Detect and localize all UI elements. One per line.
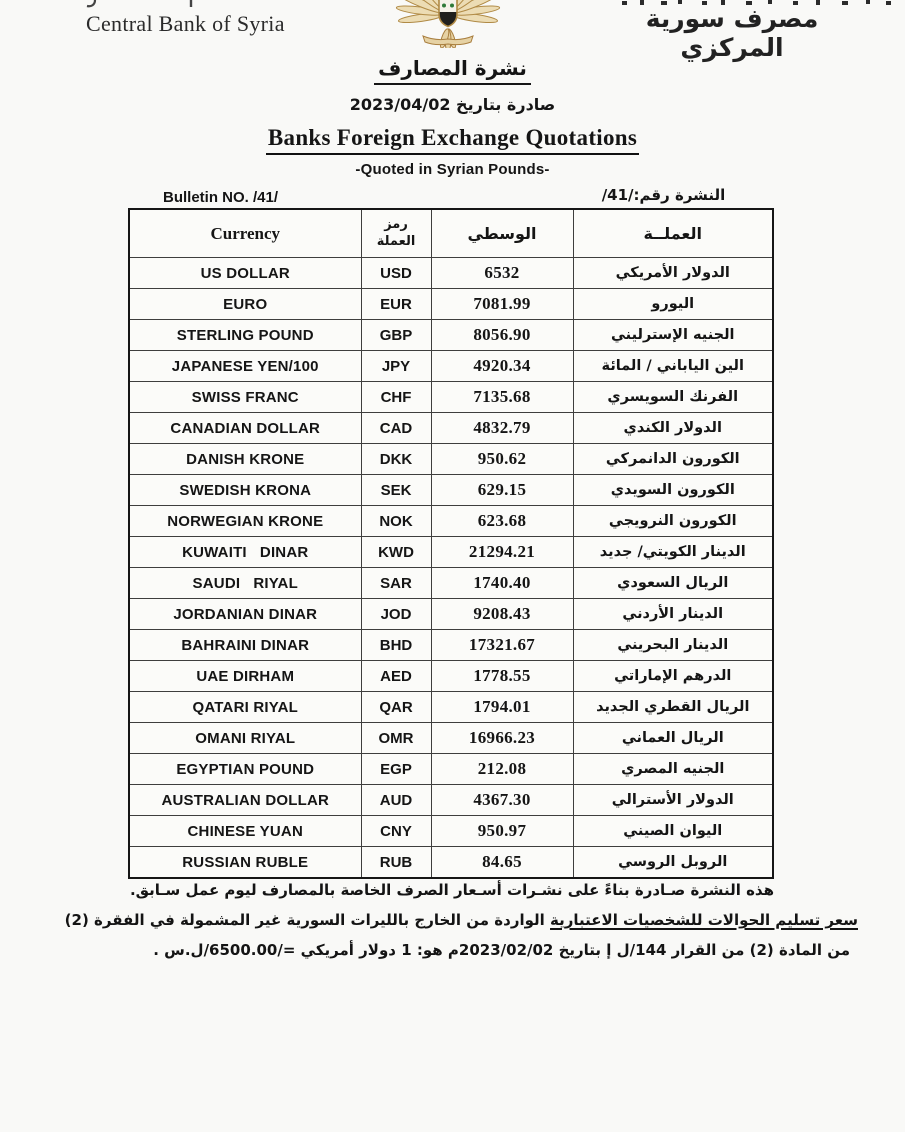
cell-currency-code: CAD [361,413,431,444]
cell-rate: 17321.67 [431,630,573,661]
cell-currency-en: CHINESE YUAN [129,816,361,847]
cell-currency-code: OMR [361,723,431,754]
cell-currency-en: STERLING POUND [129,320,361,351]
table-row [129,754,773,785]
cell-currency-ar: الروبل الروسي [573,847,773,879]
cell-currency-code: EUR [361,289,431,320]
org-name-english: Central Bank of Syria [86,11,285,36]
table-row [129,258,773,289]
cell-currency-code: AED [361,661,431,692]
table-row [129,320,773,351]
table-row [129,444,773,475]
cell-rate: 1740.40 [431,568,573,599]
table-row [129,413,773,444]
cell-currency-en: SWISS FRANC [129,382,361,413]
cell-currency-code: JOD [361,599,431,630]
cell-currency-ar: الجنيه الإسترليني [573,320,773,351]
cell-currency-ar: الدولار الكندي [573,413,773,444]
org-name-arabic-calligraphy: مصرف سورية المركزي [645,4,819,62]
main-title-line [0,125,905,155]
cell-rate: 950.62 [431,444,573,475]
cell-currency-ar: الدولار الأمريكي [573,258,773,289]
cell-currency-ar: الجنيه المصري [573,754,773,785]
cell-currency-code: QAR [361,692,431,723]
note-line-2-underlined: سعر تسليم الحوالات للشخصيات الاعتبارية [550,911,858,929]
cell-currency-en: CANADIAN DOLLAR [129,413,361,444]
rates-table-body [129,258,773,879]
table-header-row [129,209,773,258]
cell-currency-en: QATARI RIYAL [129,692,361,723]
note-line-2-rest: الواردة من الخارج بالليرات السورية غير المشمولة في الفقرة (2) [64,911,551,929]
header-rate: الوسطي [431,209,573,258]
cell-rate: 84.65 [431,847,573,879]
cell-currency-code: JPY [361,351,431,382]
cell-currency-ar: الكورون السويدي [573,475,773,506]
subtitle: -Quoted in Syrian Pounds- [355,161,550,178]
note-line-3: من المادة (2) من القرار 144/ل إ بتاريخ 2023/02/02م هو: 1 دولار أمريكي =/6500.00/ل.س . [153,941,850,959]
cell-currency-en: JAPANESE YEN/100 [129,351,361,382]
cell-currency-code: BHD [361,630,431,661]
exchange-rates-table [128,208,774,879]
table-row [129,506,773,537]
table-row [129,723,773,754]
cell-currency-en: JORDANIAN DINAR [129,599,361,630]
table-row [129,692,773,723]
bulletin-title-arabic-line [0,56,905,85]
table-row [129,568,773,599]
cell-rate: 4367.30 [431,785,573,816]
cell-rate: 8056.90 [431,320,573,351]
cell-currency-code: SAR [361,568,431,599]
cell-currency-en: EURO [129,289,361,320]
table-row [129,475,773,506]
cell-currency-ar: الريال القطري الجديد [573,692,773,723]
cell-currency-en: NORWEGIAN KRONE [129,506,361,537]
cell-currency-code: CNY [361,816,431,847]
table-row [129,382,773,413]
cell-currency-ar: الكورون النرويجي [573,506,773,537]
note-line-1: هذه النشرة صـادرة بناءً على نشـرات أسـعار الصرف الخاصة بالمصارف ليوم عمل سـابق. [129,881,774,899]
cell-currency-ar: اليوان الصيني [573,816,773,847]
cell-rate: 212.08 [431,754,573,785]
cell-rate: 16966.23 [431,723,573,754]
cell-currency-en: RUSSIAN RUBLE [129,847,361,879]
table-row [129,537,773,568]
cell-currency-code: KWD [361,537,431,568]
footer-notes [58,875,860,965]
cell-currency-code: DKK [361,444,431,475]
note-line-2 [58,905,860,935]
cell-currency-ar: الين الياباني / المائة [573,351,773,382]
cell-rate: 9208.43 [431,599,573,630]
cell-rate: 629.15 [431,475,573,506]
cell-rate: 7081.99 [431,289,573,320]
cell-currency-code: USD [361,258,431,289]
cell-currency-en: US DOLLAR [129,258,361,289]
cell-currency-ar: الكورون الدانمركي [573,444,773,475]
cell-currency-ar: الفرنك السويسري [573,382,773,413]
cell-currency-code: GBP [361,320,431,351]
cell-currency-code: RUB [361,847,431,879]
cell-rate: 1794.01 [431,692,573,723]
table-row [129,816,773,847]
cell-rate: 4920.34 [431,351,573,382]
cell-currency-code: SEK [361,475,431,506]
header-code-line1: رمز [384,217,408,233]
syria-coat-of-arms-emblem [393,0,503,48]
table-row [129,351,773,382]
cell-currency-code: CHF [361,382,431,413]
cell-currency-code: EGP [361,754,431,785]
bulletin-number-english: Bulletin NO. /41/ [163,189,279,206]
cell-currency-ar: الدينار الأردني [573,599,773,630]
cropped-letterhead-left [85,0,215,8]
cell-currency-ar: الريال السعودي [573,568,773,599]
table-row [129,599,773,630]
cell-currency-en: KUWAITI DINAR [129,537,361,568]
cell-rate: 7135.68 [431,382,573,413]
cell-currency-en: SAUDI RIYAL [129,568,361,599]
header-currency-code [361,209,431,258]
cell-currency-ar: الدينار البحريني [573,630,773,661]
cell-currency-code: AUD [361,785,431,816]
header-code-line2: العملة [376,233,416,249]
issue-date: صادرة بتاريخ 2023/04/02 [349,95,556,114]
cell-currency-en: BAHRAINI DINAR [129,630,361,661]
table-row [129,847,773,879]
main-title: Banks Foreign Exchange Quotations [266,125,639,155]
cell-rate: 950.97 [431,816,573,847]
cell-currency-ar: الدولار الأسترالي [573,785,773,816]
cell-currency-en: DANISH KRONE [129,444,361,475]
bulletin-number-arabic: النشرة رقم:/41/ [601,186,726,204]
cell-rate: 6532 [431,258,573,289]
cell-currency-en: OMANI RIYAL [129,723,361,754]
cell-currency-ar: الدرهم الإماراتي [573,661,773,692]
header-currency-ar: العملــة [573,209,773,258]
table-row [129,289,773,320]
cell-rate: 4832.79 [431,413,573,444]
cell-currency-en: UAE DIRHAM [129,661,361,692]
table-row [129,661,773,692]
cell-currency-ar: الدينار الكويتي/ جديد [573,537,773,568]
cell-currency-code: NOK [361,506,431,537]
cell-rate: 21294.21 [431,537,573,568]
table-row [129,785,773,816]
cell-currency-ar: الريال العماني [573,723,773,754]
cell-rate: 623.68 [431,506,573,537]
cell-currency-ar: اليورو [573,289,773,320]
table-row [129,630,773,661]
bulletin-title-arabic: نشرة المصارف [374,56,531,85]
cell-rate: 1778.55 [431,661,573,692]
header-currency-en: Currency [129,209,361,258]
cell-currency-en: AUSTRALIAN DOLLAR [129,785,361,816]
cell-currency-en: EGYPTIAN POUND [129,754,361,785]
cell-currency-en: SWEDISH KRONA [129,475,361,506]
